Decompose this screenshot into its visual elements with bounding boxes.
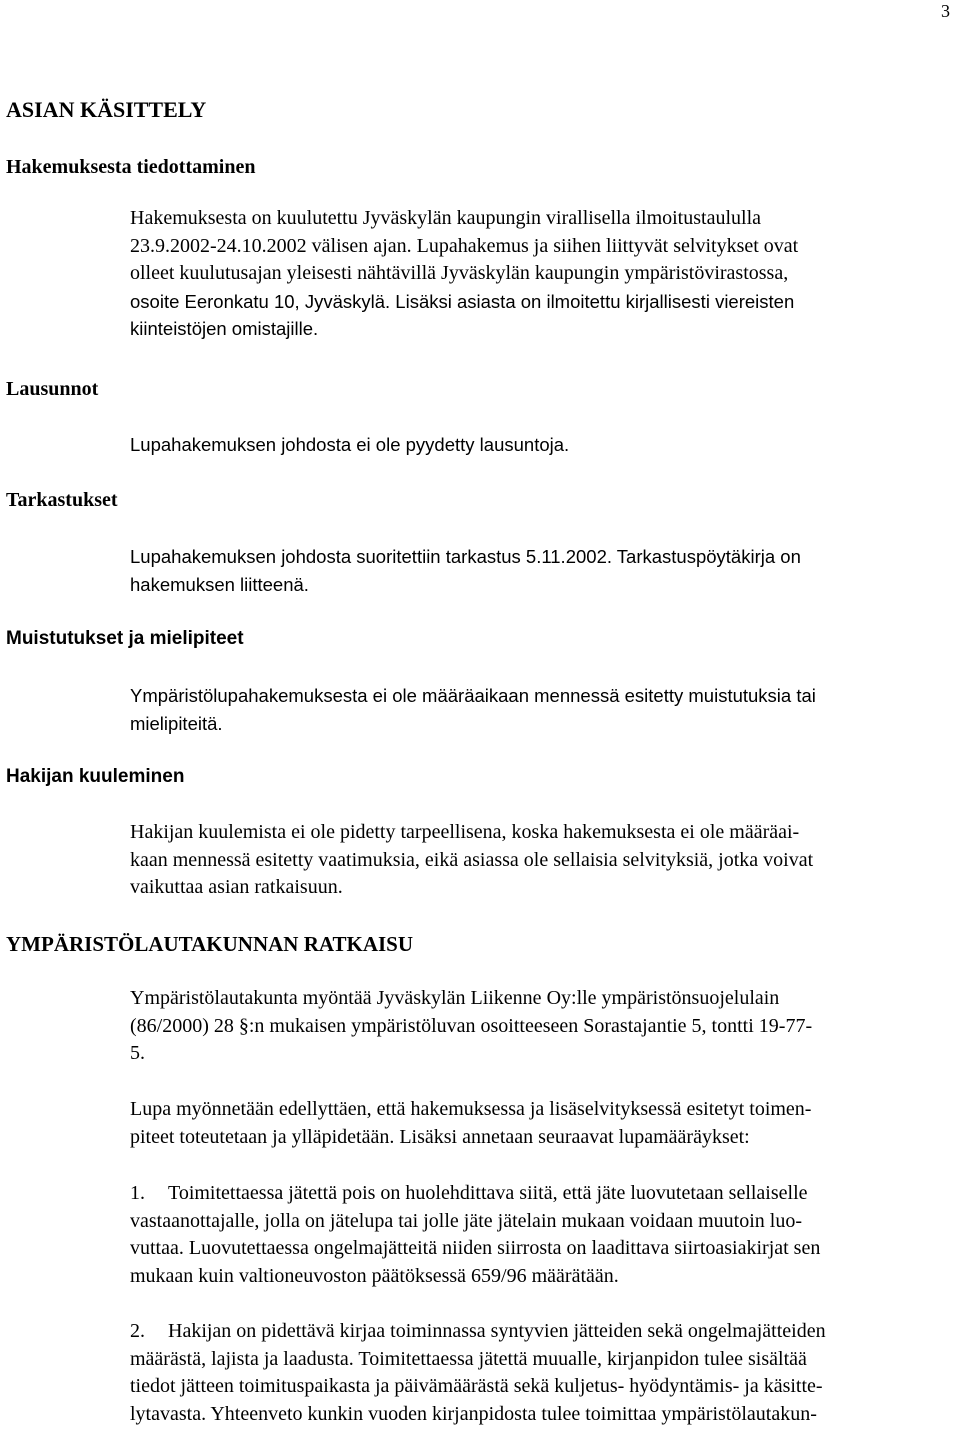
text-line: mielipiteitä. bbox=[130, 712, 223, 734]
text-line: vuttaa. Luovutettaessa ongelmajätteitä niiden siirrosta on laadittava siirtoasiakirjat sen bbox=[130, 1237, 821, 1259]
text-line bbox=[130, 1318, 950, 1346]
paragraph-kuuleminen bbox=[130, 819, 950, 902]
text-line: lytavasta. Yhteenveto kunkin vuoden kirjanpidosta tulee toimittaa ympäristölautakun- bbox=[130, 1402, 817, 1425]
list-item-maarays-2 bbox=[130, 1318, 950, 1428]
text-line: hakemuksen liitteenä. bbox=[130, 573, 309, 595]
text-line: 23.9.2002-24.10.2002 välisen ajan. Lupahakemus ja siihen liittyvät selvitykset ovat bbox=[130, 234, 799, 257]
page-number: 3 bbox=[941, 1, 950, 21]
heading-tarkastukset: Tarkastukset bbox=[6, 489, 118, 511]
text-line: kaan mennessä esitetty vaatimuksia, eikä asiassa ole sellaisia selvityksiä, jotka voivat bbox=[130, 848, 814, 871]
text-line: Hakijan kuulemista ei ole pidetty tarpeellisena, koska hakemuksesta ei ole määräai- bbox=[130, 821, 800, 843]
text-line: olleet kuulutusajan yleisesti nähtävillä Jyväskylän kaupungin ympäristövirastossa, bbox=[130, 262, 789, 284]
heading-hakemuksesta-tiedottaminen: Hakemuksesta tiedottaminen bbox=[6, 156, 256, 178]
list-number: 1. bbox=[130, 1182, 145, 1204]
text-line: vaikuttaa asian ratkaisuun. bbox=[130, 876, 343, 898]
text-line: mukaan kuin valtioneuvoston päätöksessä 659/96 määrätään. bbox=[130, 1264, 619, 1287]
text-line: Ympäristölautakunta myöntää Jyväskylän Liikenne Oy:lle ympäristönsuojelulain bbox=[130, 987, 780, 1009]
list-number: 2. bbox=[130, 1320, 145, 1342]
list-text: Hakijan on pidettävä kirjaa toiminnassa syntyvien jätteiden sekä ongelmajätteiden bbox=[168, 1320, 826, 1342]
text-line bbox=[130, 1180, 950, 1208]
heading-lausunnot: Lausunnot bbox=[6, 378, 99, 400]
text-line: Hakemuksesta on kuulutettu Jyväskylän kaupungin virallisella ilmoitustaululla bbox=[130, 207, 762, 229]
list-text: Toimitettaessa jätettä pois on huolehdittava siitä, että jäte luovutetaan sellaiselle bbox=[168, 1182, 808, 1204]
paragraph-ratkaisu-2 bbox=[130, 1096, 950, 1151]
paragraph-ratkaisu-1 bbox=[130, 985, 950, 1068]
paragraph-muistutukset bbox=[130, 682, 950, 737]
text-line: Lupahakemuksen johdosta ei ole pyydetty lausuntoja. bbox=[130, 434, 570, 455]
text-line: 5. bbox=[130, 1042, 145, 1064]
list-item-maarays-1 bbox=[130, 1180, 950, 1290]
text-line: (86/2000) 28 §:n mukaisen ympäristöluvan osoitteeseen Sorastajantie 5, tontti 19-77- bbox=[130, 1014, 813, 1037]
text-line: Ympäristölupahakemuksesta ei ole määräaikaan mennessä esitetty muistutuksia tai bbox=[130, 685, 816, 706]
paragraph-tarkastukset bbox=[130, 543, 950, 598]
text-line: osoite Eeronkatu 10, Jyväskylä. Lisäksi asiasta on ilmoitettu kirjallisesti viereisten bbox=[130, 290, 795, 312]
heading-hakijan-kuuleminen: Hakijan kuuleminen bbox=[6, 766, 185, 787]
text-line: kiinteistöjen omistajille. bbox=[130, 318, 319, 339]
text-line: Lupahakemuksen johdosta suoritettiin tarkastus 5.11.2002. Tarkastuspöytäkirja on bbox=[130, 546, 801, 567]
text-line: tiedot jätteen toimituspaikasta ja päivämäärästä sekä kuljetus- hyödyntämis- ja käsitte- bbox=[130, 1375, 823, 1397]
text-line: piteet toteutetaan ja ylläpidetään. Lisäksi annetaan seuraavat lupamääräykset: bbox=[130, 1125, 750, 1148]
heading-asian-kasittely: ASIAN KÄSITTELY bbox=[6, 97, 207, 122]
paragraph-lausunnot bbox=[130, 431, 950, 459]
text-line: vastaanottajalle, jolla on jätelupa tai jolle jäte jätelain mukaan voidaan muutoin luo- bbox=[130, 1209, 803, 1232]
paragraph-tiedottaminen bbox=[130, 205, 950, 343]
text-line: määrästä, lajista ja laadusta. Toimitettaessa jätettä muualle, kirjanpidon tulee sisältää bbox=[130, 1347, 807, 1370]
text-line: Lupa myönnetään edellyttäen, että hakemuksessa ja lisäselvityksessä esitetyt toimen- bbox=[130, 1098, 812, 1120]
heading-ratkaisu: YMPÄRISTÖLAUTAKUNNAN RATKAISU bbox=[6, 932, 413, 956]
heading-muistutukset: Muistutukset ja mielipiteet bbox=[6, 628, 244, 649]
